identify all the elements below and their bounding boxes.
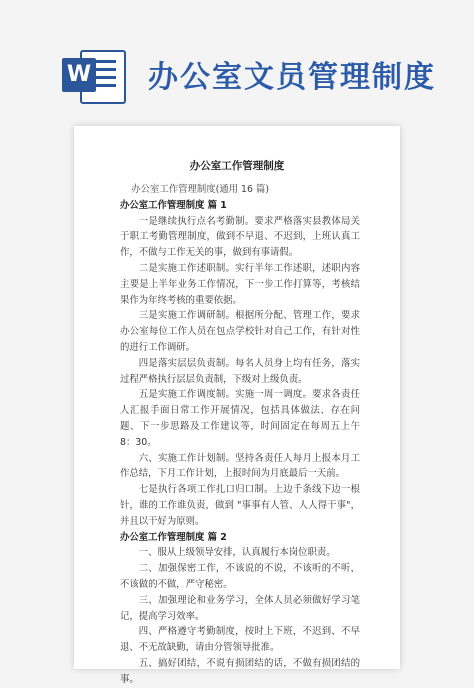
paragraph: 一是继续执行点名考勤制。要求严格落实县教体局关于职工考勤管理制度，做到不早退、不迟到，上班认真工作，不做与工作无关的事，做到有事请假。 <box>120 215 360 259</box>
paragraph: 一、服从上级领导安排，认真履行本岗位职责。 <box>138 547 336 559</box>
document-subtitle: 办公室工作管理制度(通用 16 篇) <box>131 184 269 195</box>
paragraph: 五是实施工作调度制。实施一周一调度。要求各责任人汇报手面日常工作开展情况，包括具体做法、存在问题、下一步思路及工作建议等，时间固定在每周五上午 8：30。 <box>120 389 360 448</box>
word-icon-letter: W <box>62 58 96 92</box>
paragraph: 二、加强保密工作，不该说的不说，不该听的不听，不该做的不做，严守秘密。 <box>120 563 360 590</box>
paragraph: 六、实施工作计划制。坚持各责任人每月上报本月工作总结，下月工作计划，上报时间为月底最后一天前。 <box>120 452 360 480</box>
document-page <box>74 126 400 685</box>
page-title: 办公室文员管理制度 <box>148 60 436 95</box>
paragraph: 四是落实层层负责制。每名人员身上均有任务，落实过程严格执行层层负责制，下级对上级负责。 <box>120 357 360 385</box>
paragraph: 五、搞好团结，不说有损团结的话，不做有损团结的事。 <box>120 657 360 685</box>
document-body <box>120 182 360 688</box>
paragraph: 三是实施工作调研制。根据所分配、管理工作，要求办公室每位工作人员在包点学校针对自己工作，有针对性的进行工作调研。 <box>120 310 360 353</box>
page-header <box>0 0 474 118</box>
paragraph: 二是实施工作述职制。实行半年工作述职，述职内容主要是上半年业务工作情况，下一步工作打算等，考核结果作为年终考核的重要依据。 <box>120 262 360 306</box>
section-heading-2: 办公室工作管理制度 篇 2 <box>120 531 227 543</box>
paragraph: 七是执行各项工作扎口归口制。上边千条线下边一根针，谁的工作谁负责，做到 "事事有人管、人人得干事"，并且以干好为原则。 <box>120 484 360 527</box>
paragraph: 四、严格遵守考勤制度，按时上下班，不迟到、不早退、不无故缺勤，请由分管领导批准。 <box>120 626 360 654</box>
document-title: 办公室工作管理制度 <box>189 160 285 172</box>
paragraph: 三、加强理论和业务学习，全体人员必须做好学习笔记，提高学习效率。 <box>120 594 360 622</box>
section-heading-1: 办公室工作管理制度 篇 1 <box>120 199 227 211</box>
word-document-icon <box>62 46 124 104</box>
